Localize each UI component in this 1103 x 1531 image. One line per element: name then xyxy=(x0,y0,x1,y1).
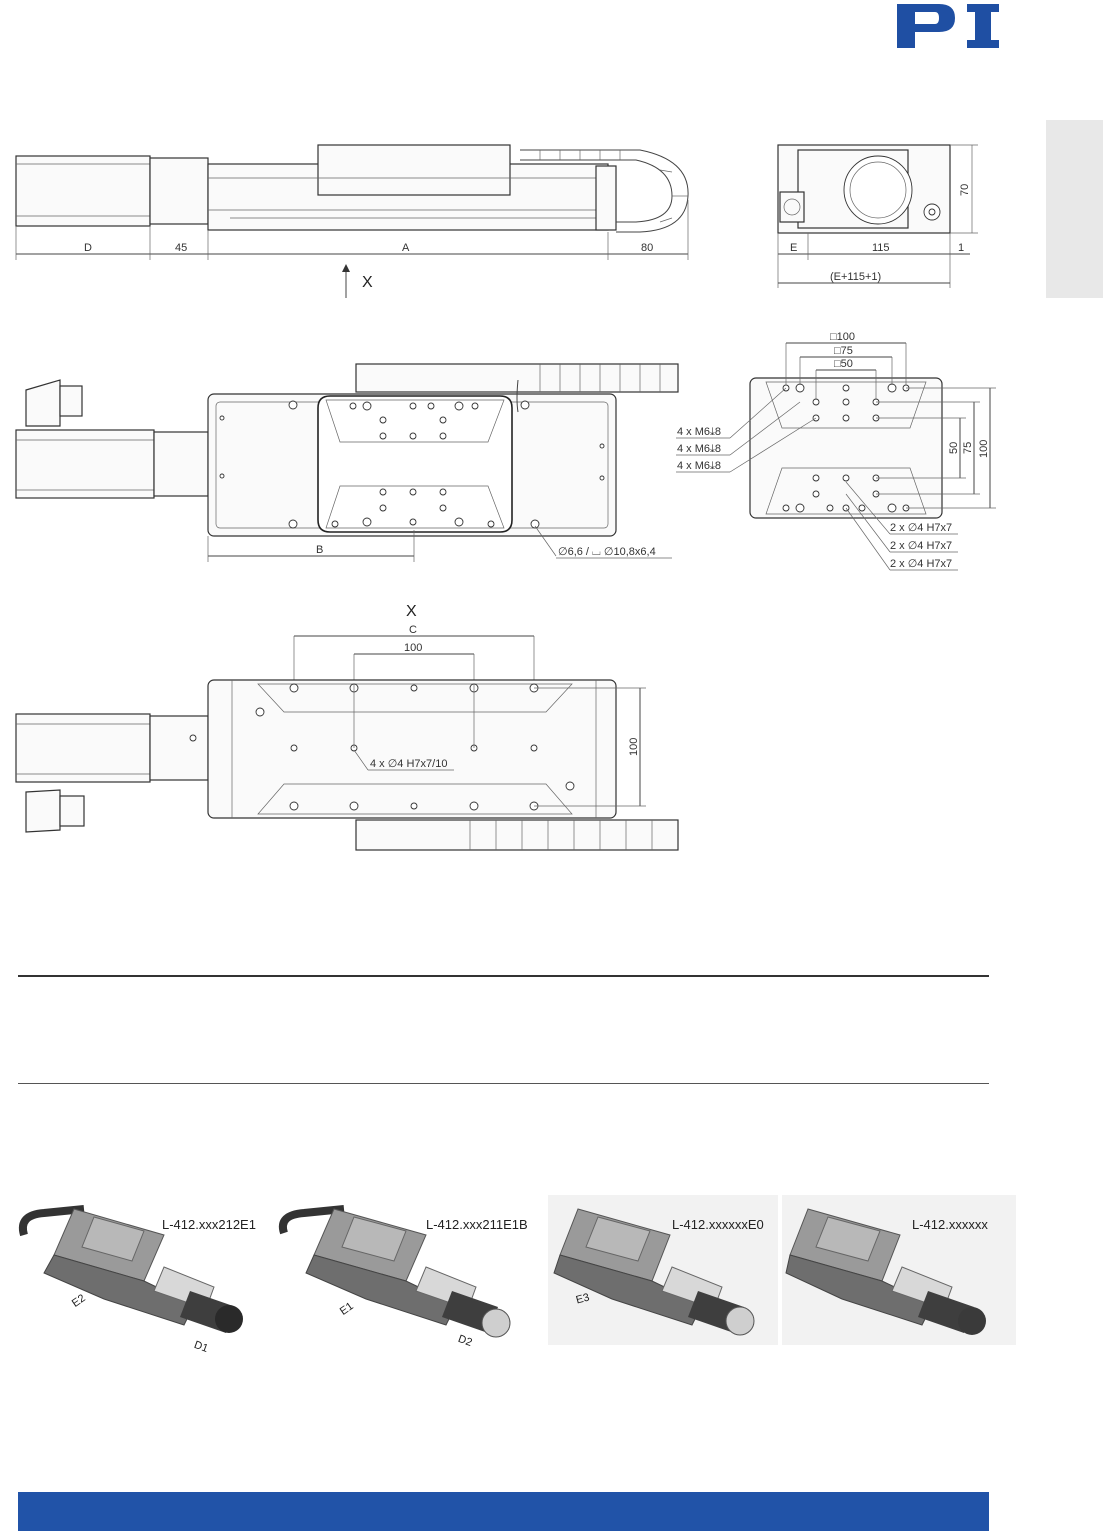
photo-1-dim-d: D1 xyxy=(192,1338,210,1356)
dim-c: C xyxy=(409,624,417,636)
footer-bar xyxy=(18,1492,989,1531)
dim-d: D xyxy=(84,242,92,254)
top-view xyxy=(16,364,678,562)
photo-2-label: L-412.xxx211E1B xyxy=(426,1217,528,1232)
vdim-75: 75 xyxy=(962,441,974,454)
mount-hole-callout: ∅6,6 / ⌴ ∅10,8x6,4 xyxy=(558,546,656,558)
square-50: □50 xyxy=(834,358,853,370)
dim-115: 115 xyxy=(872,242,890,254)
dim-100-pitch: 100 xyxy=(404,642,423,654)
dim-1: 1 xyxy=(958,242,965,254)
dim-b: B xyxy=(316,544,324,556)
thread-callout-2: 4 x M6⤓8 xyxy=(677,443,721,455)
dim-80: 80 xyxy=(641,242,654,254)
photo-1-dim-e: E2 xyxy=(69,1292,88,1310)
vdim-50: 50 xyxy=(948,441,960,454)
view-marker-x-top: X xyxy=(362,274,373,291)
side-view xyxy=(16,145,688,298)
photo-1-label: L-412.xxx212E1 xyxy=(162,1217,256,1232)
photo-3-dim-e: E3 xyxy=(574,1291,591,1307)
end-view xyxy=(778,145,978,288)
photo-3-label: L-412.xxxxxxE0 xyxy=(672,1217,764,1232)
view-marker-x-bottom: X xyxy=(406,603,417,620)
bottom-pin-callout: 4 x ∅4 H7x7/10 xyxy=(370,758,448,770)
dim-100-height: 100 xyxy=(628,737,640,756)
square-75: □75 xyxy=(834,345,853,357)
square-100: □100 xyxy=(830,331,855,343)
pin-callout-2: 2 x ∅4 H7x7 xyxy=(890,540,953,552)
photo-4-label: L-412.xxxxxx xyxy=(912,1217,988,1232)
photo-2-dim-e: E1 xyxy=(337,1300,356,1318)
product-photo-4 xyxy=(782,1195,1016,1375)
product-photo-1 xyxy=(14,1195,264,1375)
photo-2-dim-d: D2 xyxy=(456,1332,474,1350)
product-photo-2 xyxy=(276,1195,536,1375)
dim-e-115-1: (E+115+1) xyxy=(830,271,882,283)
dim-a: A xyxy=(402,242,410,254)
dim-e: E xyxy=(790,242,798,254)
pin-callout-1: 2 x ∅4 H7x7 xyxy=(890,522,953,534)
thread-callout-1: 4 x M6⤓8 xyxy=(677,426,721,438)
dim-70: 70 xyxy=(959,183,971,196)
product-photo-3 xyxy=(548,1195,778,1375)
pin-callout-3: 2 x ∅4 H7x7 xyxy=(890,558,953,570)
thread-callout-3: 4 x M6⤓8 xyxy=(677,460,721,472)
dim-45: 45 xyxy=(175,242,188,254)
section-rule-top xyxy=(18,975,989,977)
platform-view xyxy=(676,331,996,570)
bottom-view xyxy=(16,603,678,850)
section-rule-bottom xyxy=(18,1083,989,1084)
vdim-100: 100 xyxy=(978,439,990,458)
